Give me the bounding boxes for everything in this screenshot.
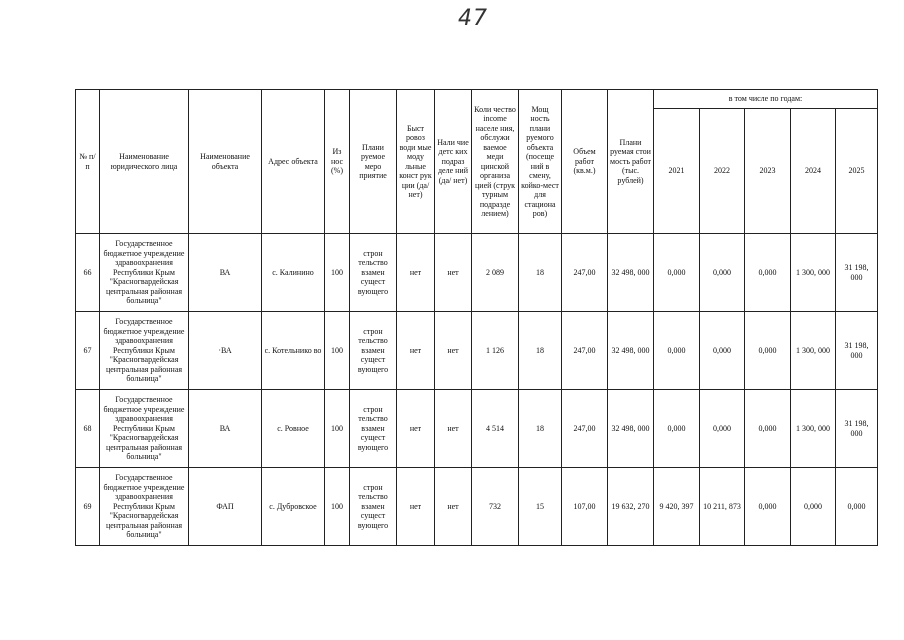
header-object-name: Наименование объекта bbox=[189, 90, 262, 234]
row-num: 68 bbox=[76, 390, 100, 468]
row-children: нет bbox=[435, 234, 472, 312]
header-year-2025: 2025 bbox=[836, 109, 878, 234]
row-legal-entity: Государственное бюджетное учреждение здравоохранения Республики Крым "Красногвардейская центральная районная больница" bbox=[100, 468, 189, 546]
row-address: с. Ровное bbox=[262, 390, 325, 468]
row-year-2025: 31 198, 000 bbox=[836, 312, 878, 390]
header-capacity: Мощ ность плани руемого объекта (посеще ний в смену, койко-мест для стациона ров) bbox=[519, 90, 562, 234]
row-legal-entity: Государственное бюджетное учреждение здравоохранения Республики Крым "Красногвардейская центральная районная больница" bbox=[100, 312, 189, 390]
row-cost: 32 498, 000 bbox=[608, 312, 654, 390]
row-year-2023: 0,000 bbox=[745, 234, 791, 312]
header-address: Адрес объекта bbox=[262, 90, 325, 234]
row-year-2025: 31 198, 000 bbox=[836, 390, 878, 468]
header-population: Коли чество income населе ния, обслужи ваемое меди цинской организа цией (струк турным подразде лением) bbox=[472, 90, 519, 234]
table-row bbox=[76, 234, 878, 312]
row-year-2021: 0,000 bbox=[654, 390, 700, 468]
header-by-years: в том числе по годам: bbox=[654, 90, 878, 109]
row-capacity: 18 bbox=[519, 390, 562, 468]
row-wear: 100 bbox=[325, 468, 350, 546]
row-year-2025: 31 198, 000 bbox=[836, 234, 878, 312]
row-object: ФАП bbox=[189, 468, 262, 546]
table-row bbox=[76, 468, 878, 546]
row-modular: нет bbox=[397, 312, 435, 390]
row-year-2024: 1 300, 000 bbox=[791, 390, 836, 468]
header-year-2023: 2023 bbox=[745, 109, 791, 234]
row-population: 732 bbox=[472, 468, 519, 546]
row-measure: строн тельство взамен сущест вующего bbox=[350, 390, 397, 468]
row-volume: 247,00 bbox=[562, 312, 608, 390]
row-population: 1 126 bbox=[472, 312, 519, 390]
row-year-2025: 0,000 bbox=[836, 468, 878, 546]
row-year-2023: 0,000 bbox=[745, 312, 791, 390]
row-capacity: 18 bbox=[519, 234, 562, 312]
row-num: 69 bbox=[76, 468, 100, 546]
header-planned-measure: Плани руемое меро приятие bbox=[350, 90, 397, 234]
row-num: 66 bbox=[76, 234, 100, 312]
page-number: 47 bbox=[458, 6, 488, 31]
header-num: № п/п bbox=[76, 90, 100, 234]
header-year-2022: 2022 bbox=[700, 109, 745, 234]
row-address: с. Котельнико во bbox=[262, 312, 325, 390]
row-modular: нет bbox=[397, 390, 435, 468]
row-object: ВА bbox=[189, 390, 262, 468]
row-capacity: 15 bbox=[519, 468, 562, 546]
row-year-2021: 0,000 bbox=[654, 312, 700, 390]
header-cost: Плани руемая стои мость работ (тыс. рублей) bbox=[608, 90, 654, 234]
row-year-2021: 9 420, 397 bbox=[654, 468, 700, 546]
construction-registry-table bbox=[75, 89, 878, 546]
row-year-2022: 0,000 bbox=[700, 312, 745, 390]
row-population: 2 089 bbox=[472, 234, 519, 312]
row-population: 4 514 bbox=[472, 390, 519, 468]
row-address: с. Калинино bbox=[262, 234, 325, 312]
header-legal-entity: Наименование юридического лица bbox=[100, 90, 189, 234]
header-volume: Объем работ (кв.м.) bbox=[562, 90, 608, 234]
row-legal-entity: Государственное бюджетное учреждение здравоохранения Республики Крым "Красногвардейская центральная районная больница" bbox=[100, 390, 189, 468]
row-year-2022: 0,000 bbox=[700, 390, 745, 468]
header-year-2024: 2024 bbox=[791, 109, 836, 234]
row-children: нет bbox=[435, 390, 472, 468]
row-year-2022: 10 211, 873 bbox=[700, 468, 745, 546]
row-legal-entity: Государственное бюджетное учреждение здравоохранения Республики Крым "Красногвардейская центральная районная больница" bbox=[100, 234, 189, 312]
row-num: 67 bbox=[76, 312, 100, 390]
row-year-2024: 0,000 bbox=[791, 468, 836, 546]
row-volume: 247,00 bbox=[562, 234, 608, 312]
header-wear: Из нос (%) bbox=[325, 90, 350, 234]
row-measure: строн тельство взамен сущест вующего bbox=[350, 312, 397, 390]
row-wear: 100 bbox=[325, 390, 350, 468]
row-wear: 100 bbox=[325, 312, 350, 390]
row-cost: 32 498, 000 bbox=[608, 390, 654, 468]
row-cost: 19 632, 270 bbox=[608, 468, 654, 546]
row-year-2023: 0,000 bbox=[745, 468, 791, 546]
row-children: нет bbox=[435, 468, 472, 546]
row-wear: 100 bbox=[325, 234, 350, 312]
row-volume: 107,00 bbox=[562, 468, 608, 546]
row-children: нет bbox=[435, 312, 472, 390]
row-measure: строн тельство взамен сущест вующего bbox=[350, 468, 397, 546]
table-row bbox=[76, 312, 878, 390]
row-object: ·ВА bbox=[189, 312, 262, 390]
row-capacity: 18 bbox=[519, 312, 562, 390]
row-year-2024: 1 300, 000 bbox=[791, 312, 836, 390]
row-modular: нет bbox=[397, 468, 435, 546]
row-volume: 247,00 bbox=[562, 390, 608, 468]
row-year-2023: 0,000 bbox=[745, 390, 791, 468]
row-year-2024: 1 300, 000 bbox=[791, 234, 836, 312]
row-year-2022: 0,000 bbox=[700, 234, 745, 312]
row-measure: строн тельство взамен сущест вующего bbox=[350, 234, 397, 312]
header-children: Нали чие детс ких подраз деле ний (да/ нет) bbox=[435, 90, 472, 234]
row-cost: 32 498, 000 bbox=[608, 234, 654, 312]
row-modular: нет bbox=[397, 234, 435, 312]
header-year-2021: 2021 bbox=[654, 109, 700, 234]
row-year-2021: 0,000 bbox=[654, 234, 700, 312]
table-row bbox=[76, 390, 878, 468]
row-object: ВА bbox=[189, 234, 262, 312]
row-address: с. Дубровское bbox=[262, 468, 325, 546]
header-modular: Быст ровоз води мые моду льные конст рук ции (да/ нет) bbox=[397, 90, 435, 234]
